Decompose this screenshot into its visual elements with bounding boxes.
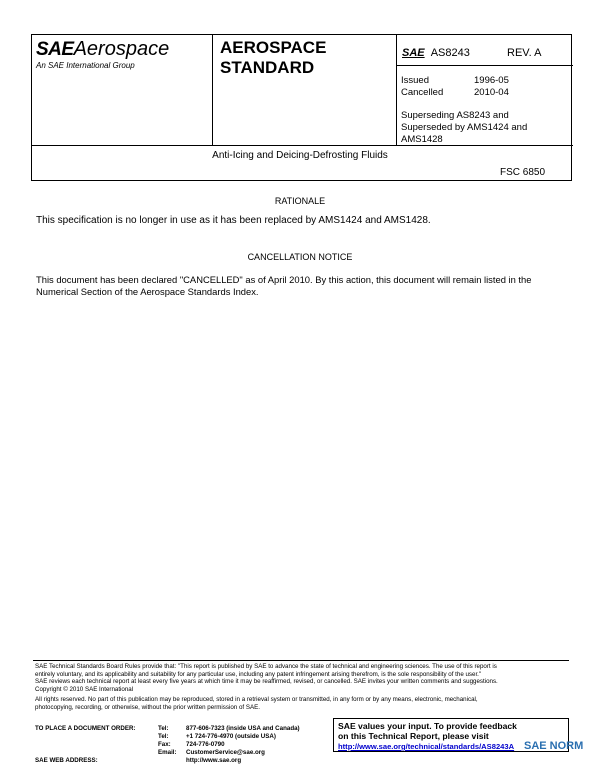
fsc-code: FSC 6850	[500, 167, 546, 178]
doc-number: SAE AS8243	[402, 47, 470, 59]
issued-value: 1996-05	[474, 75, 509, 86]
contact-values: 877-606-7323 (inside USA and Canada) +1 724-776-4970 (outside USA) 724-776-0790 CustomerService@sae.org http://www.sae.org	[186, 725, 300, 764]
rationale-text: This specification is no longer in use as it has been replaced by AMS1424 and AMS1428.	[36, 215, 431, 226]
divider	[396, 35, 397, 145]
revision: REV. A	[507, 47, 542, 59]
rationale-heading: RATIONALE	[274, 196, 326, 206]
divider	[396, 65, 573, 66]
logo-tagline: An SAE International Group	[36, 61, 135, 70]
document-title: Anti-Icing and Deicing-Defrosting Fluids	[212, 150, 388, 161]
footer-rule	[33, 660, 569, 661]
issued-label: Issued	[401, 75, 429, 86]
divider	[212, 35, 213, 145]
feedback-box: SAE values your input. To provide feedback on this Technical Report, please visit http://www.sae.org/technical/standards/AS8243A	[333, 718, 569, 752]
feedback-link[interactable]: http://www.sae.org/technical/standards/AS8243A	[338, 742, 515, 751]
sae-norm-watermark: SAE NORM	[524, 740, 584, 752]
cancelled-value: 2010-04	[474, 87, 509, 98]
contact-labels: Tel: Tel: Fax: Email:	[158, 725, 177, 756]
cancellation-text: This document has been declared "CANCELLED" as of April 2010. By this action, this document will remain listed in the Numerical Section of the Aerospace Standards Index.	[36, 274, 532, 297]
cancellation-heading: CANCELLATION NOTICE	[247, 252, 353, 262]
order-label: TO PLACE A DOCUMENT ORDER:	[35, 725, 136, 732]
standard-title: AEROSPACE STANDARD	[220, 38, 327, 77]
web-label: SAE WEB ADDRESS:	[35, 757, 98, 764]
sae-web-link[interactable]: http://www.sae.org	[186, 757, 242, 764]
cancelled-label: Cancelled	[401, 87, 444, 98]
sae-aerospace-logo: SAEAerospace	[36, 38, 170, 60]
footer-rules: SAE Technical Standards Board Rules provide that: "This report is published by SAE to advance the state of technical and engineering sciences. The use of this report is entirely voluntary, and its applicability and suitability for any particular use, including any patent infringement arising therefrom, is the sole responsibility of the user." SAE reviews each technical report at least every five years at which time it may be reaffirmed, revised, or cancelled. SAE invites your written comments and suggestions. Copyright © 2010 SAE International All rights reserved. No part of this publication may be reproduced, stored in a retrieval system or transmitted, in any form or by any means, electronic, mechanical, photocopying, recording, or otherwise, without the prior written permission of SAE.	[35, 663, 498, 711]
superseding-note: Superseding AS8243 and Superseded by AMS1424 and AMS1428	[401, 110, 528, 145]
